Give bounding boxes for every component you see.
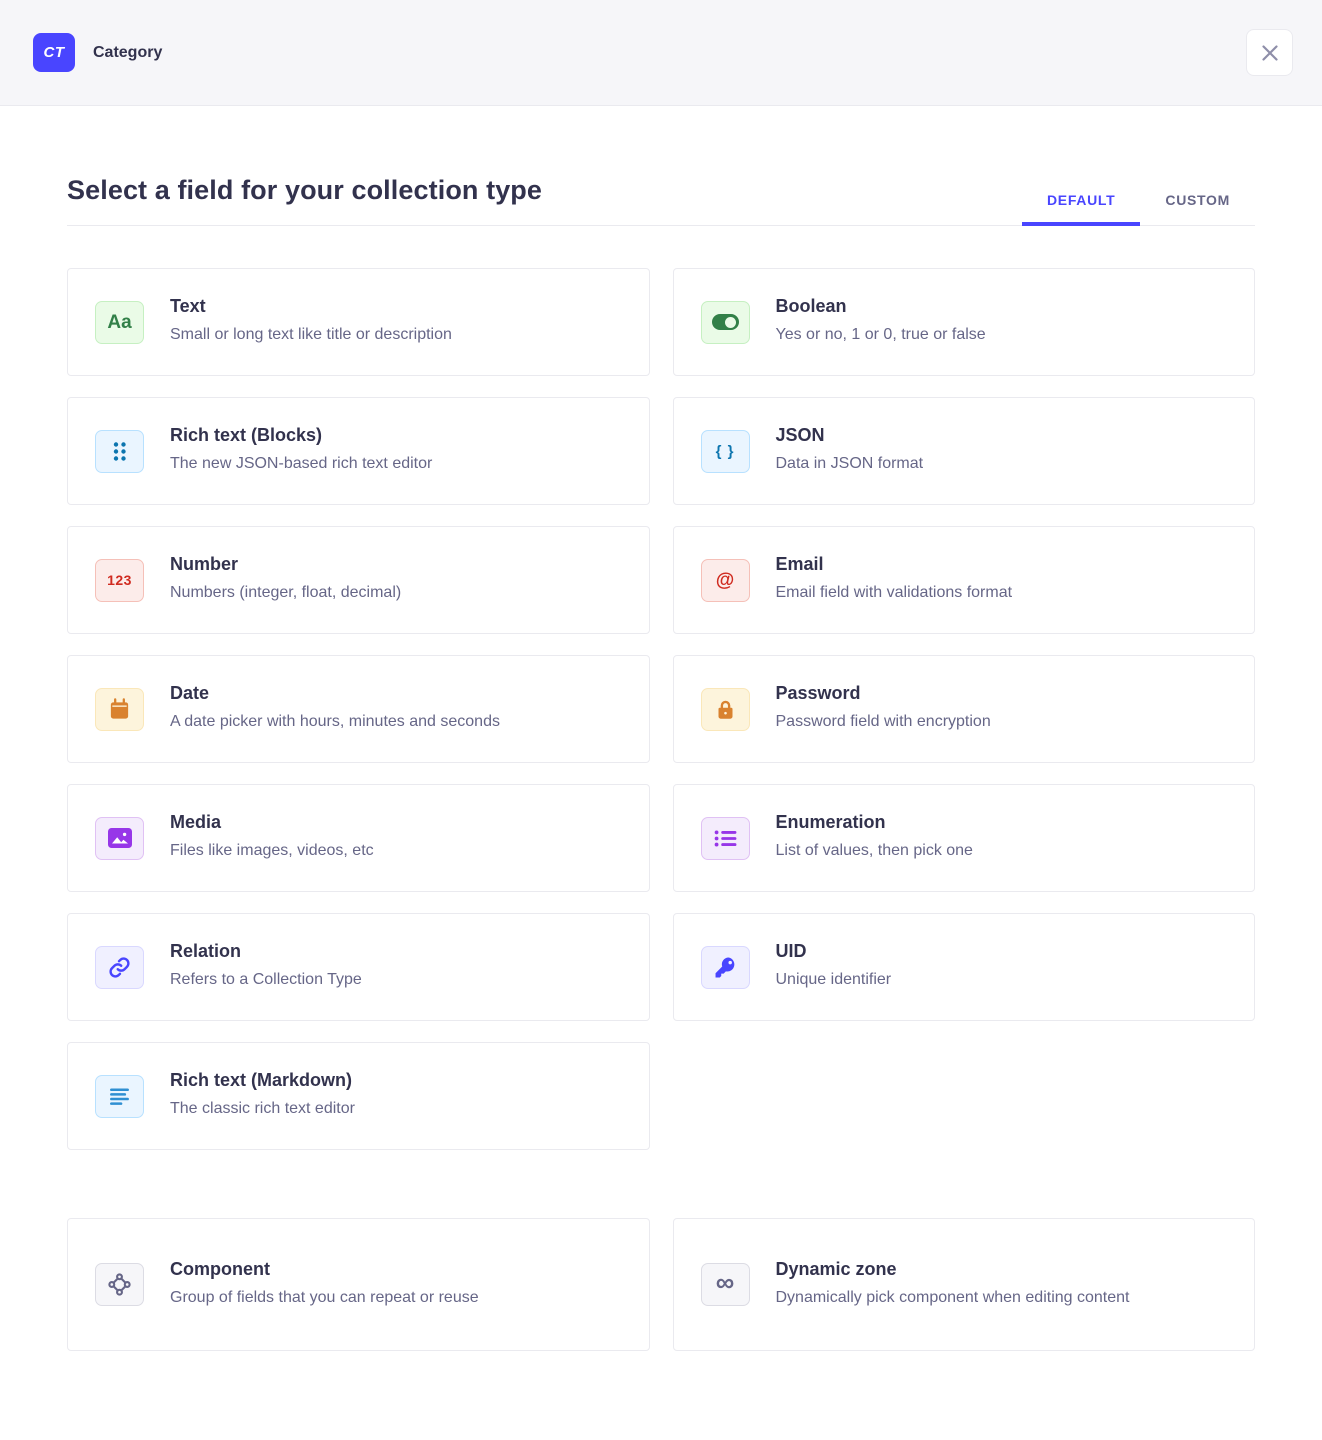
field-card-json[interactable] [673,397,1256,505]
calendar-icon [95,688,144,731]
field-card-password[interactable] [673,655,1256,763]
field-title: Component [170,1258,270,1279]
field-title: Text [170,296,206,317]
field-card-enumeration[interactable] [673,784,1256,892]
field-title: Enumeration [775,812,886,833]
123-icon: 123 [95,559,144,602]
field-title: Rich text (Markdown) [170,1070,353,1091]
tab-default[interactable]: DEFAULT [1022,192,1140,225]
field-description: List of values, then pick one [775,842,973,860]
link-icon [95,946,144,989]
lock-icon [701,688,750,731]
field-description: A date picker with hours, minutes and seconds [170,713,500,731]
field-title: Email [775,554,824,575]
field-card-richtext-blocks[interactable] [67,397,650,505]
modal-body [0,106,1322,1351]
field-description: The new JSON-based rich text editor [170,455,433,473]
field-title: Rich text (Blocks) [170,425,323,446]
default-fields-grid [67,268,1255,1150]
close-icon [1261,44,1279,62]
field-title: Media [170,812,222,833]
content-type-badge [33,33,75,72]
field-description: Yes or no, 1 or 0, true or false [775,326,986,344]
page-title: Select a field for your collection type [67,175,543,205]
field-card-richtext-markdown[interactable] [67,1042,650,1150]
field-type-tabs [1022,192,1255,225]
field-description: Group of fields that you can repeat or reuse [170,1288,479,1306]
field-title: JSON [775,425,825,446]
field-card-date[interactable] [67,655,650,763]
field-description: Numbers (integer, float, decimal) [170,584,402,602]
field-card-number[interactable] [67,526,650,634]
field-title: Dynamic zone [775,1258,897,1279]
field-description: Password field with encryption [775,713,991,731]
field-title: Relation [170,941,242,962]
braces-icon: { } [701,430,750,473]
bullet-list-icon [701,817,750,860]
at-icon: @ [701,559,750,602]
field-card-dynamic-zone[interactable] [673,1218,1256,1351]
text-lines-icon [95,1075,144,1118]
field-title: Boolean [775,296,847,317]
field-card-email[interactable] [673,526,1256,634]
aa-icon: Aa [95,301,144,344]
field-card-uid[interactable] [673,913,1256,1021]
field-card-media[interactable] [67,784,650,892]
field-card-text[interactable] [67,268,650,376]
field-title: UID [775,941,807,962]
field-title: Date [170,683,210,704]
tab-custom[interactable]: CUSTOM [1140,192,1255,225]
modal-header [0,0,1322,106]
field-description: Email field with validations format [775,584,1013,602]
drag-dots-icon [95,430,144,473]
toggle-icon [701,301,750,344]
content-type-badge-label: CT [43,44,65,61]
close-button[interactable] [1246,29,1293,76]
title-row [67,106,1255,226]
field-description: Files like images, videos, etc [170,842,374,860]
field-description: Unique identifier [775,971,892,989]
field-description: Refers to a Collection Type [170,971,362,989]
advanced-fields-grid [67,1218,1255,1351]
field-card-relation[interactable] [67,913,650,1021]
field-card-boolean[interactable] [673,268,1256,376]
image-icon [95,817,144,860]
field-description: Small or long text like title or description [170,326,452,344]
content-type-name: Category [93,43,163,61]
field-title: Number [170,554,239,575]
nodes-icon [95,1263,144,1306]
field-card-component[interactable] [67,1218,650,1351]
field-description: Data in JSON format [775,455,924,473]
field-description: The classic rich text editor [170,1100,355,1118]
key-icon [701,946,750,989]
infinity-icon: ∞ [701,1263,750,1306]
field-title: Password [775,683,861,704]
field-description: Dynamically pick component when editing content [775,1288,1130,1306]
